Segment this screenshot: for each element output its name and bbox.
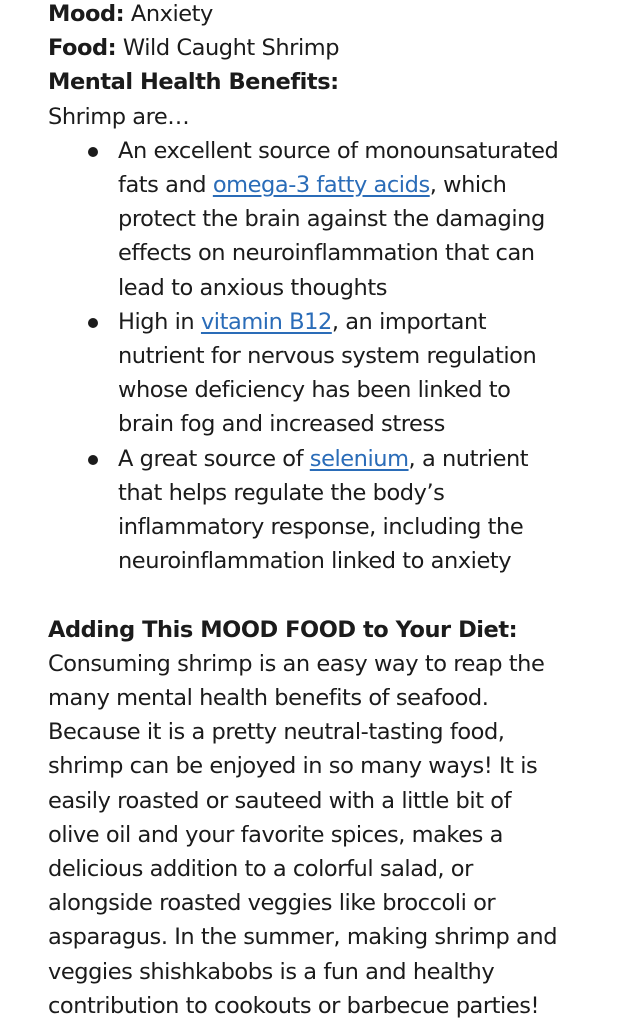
benefits-list: [48, 134, 608, 579]
benefits-heading: Mental Health Benefits:: [48, 69, 339, 96]
list-item: [48, 134, 608, 305]
vitamin-b12-link[interactable]: vitamin B12: [200, 308, 332, 335]
benefits-intro: Shrimp are…: [48, 103, 190, 130]
benefit-text-segment: , which: [429, 172, 507, 199]
benefit-text: that helps regulate the body’s: [118, 479, 445, 506]
mood-line: [48, 0, 608, 31]
paragraph-line: delicious addition to a colorful salad, or: [48, 856, 473, 883]
list-item: [48, 442, 608, 579]
diet-heading: Adding This MOOD FOOD to Your Diet:: [48, 616, 518, 643]
omega-3-link[interactable]: omega-3 fatty acids: [212, 172, 430, 199]
bullet-icon: [88, 455, 98, 465]
bullet-icon: [88, 318, 98, 328]
paragraph-line: Consuming shrimp is an easy way to reap the: [48, 650, 545, 677]
food-label: Food:: [48, 35, 117, 62]
section-spacer: [48, 578, 608, 612]
food-line: [48, 31, 608, 65]
paragraph-line: easily roasted or sauteed with a little bit of: [48, 787, 512, 814]
benefit-text: [118, 168, 608, 202]
benefit-text: [118, 305, 608, 339]
paragraph-line: contribution to cookouts or barbecue parties!: [48, 992, 540, 1019]
benefit-text-segment: A great source of: [118, 445, 310, 472]
diet-paragraph: [48, 647, 608, 1023]
selenium-link[interactable]: selenium: [309, 445, 409, 472]
benefit-text: An excellent source of monounsaturated: [118, 137, 559, 164]
bullet-icon: [88, 147, 98, 157]
paragraph-line: veggies shishkabobs is a fun and healthy: [48, 958, 495, 985]
paragraph-line: Because it is a pretty neutral-tasting food,: [48, 719, 505, 746]
benefit-text-segment: fats and: [118, 172, 213, 199]
benefit-text: inflammatory response, including the: [118, 514, 524, 541]
paragraph-line: many mental health benefits of seafood.: [48, 685, 489, 712]
document: [48, 0, 608, 1023]
food-value: Wild Caught Shrimp: [116, 35, 340, 62]
benefit-text: protect the brain against the damaging: [118, 206, 545, 233]
benefit-text-segment: , a nutrient: [408, 445, 529, 472]
benefit-text: effects on neuroinflammation that can: [118, 240, 535, 267]
benefit-text: [118, 442, 608, 476]
paragraph-line: asparagus. In the summer, making shrimp and: [48, 924, 558, 951]
benefit-text: lead to anxious thoughts: [118, 274, 387, 301]
mood-value: Anxiety: [124, 1, 213, 27]
benefit-text: nutrient for nervous system regulation: [118, 343, 537, 370]
paragraph-line: shrimp can be enjoyed in so many ways! It is: [48, 753, 538, 780]
list-item: [48, 305, 608, 442]
benefit-text: neuroinflammation linked to anxiety: [118, 548, 512, 575]
benefit-text: whose deficiency has been linked to: [118, 377, 511, 404]
benefit-text-segment: High in: [118, 308, 201, 335]
benefit-text-segment: , an important: [331, 308, 487, 335]
paragraph-line: olive oil and your favorite spices, makes a: [48, 821, 503, 848]
benefit-text: brain fog and increased stress: [118, 411, 445, 438]
mood-label: Mood:: [48, 1, 125, 27]
paragraph-line: alongside roasted veggies like broccoli or: [48, 890, 496, 917]
